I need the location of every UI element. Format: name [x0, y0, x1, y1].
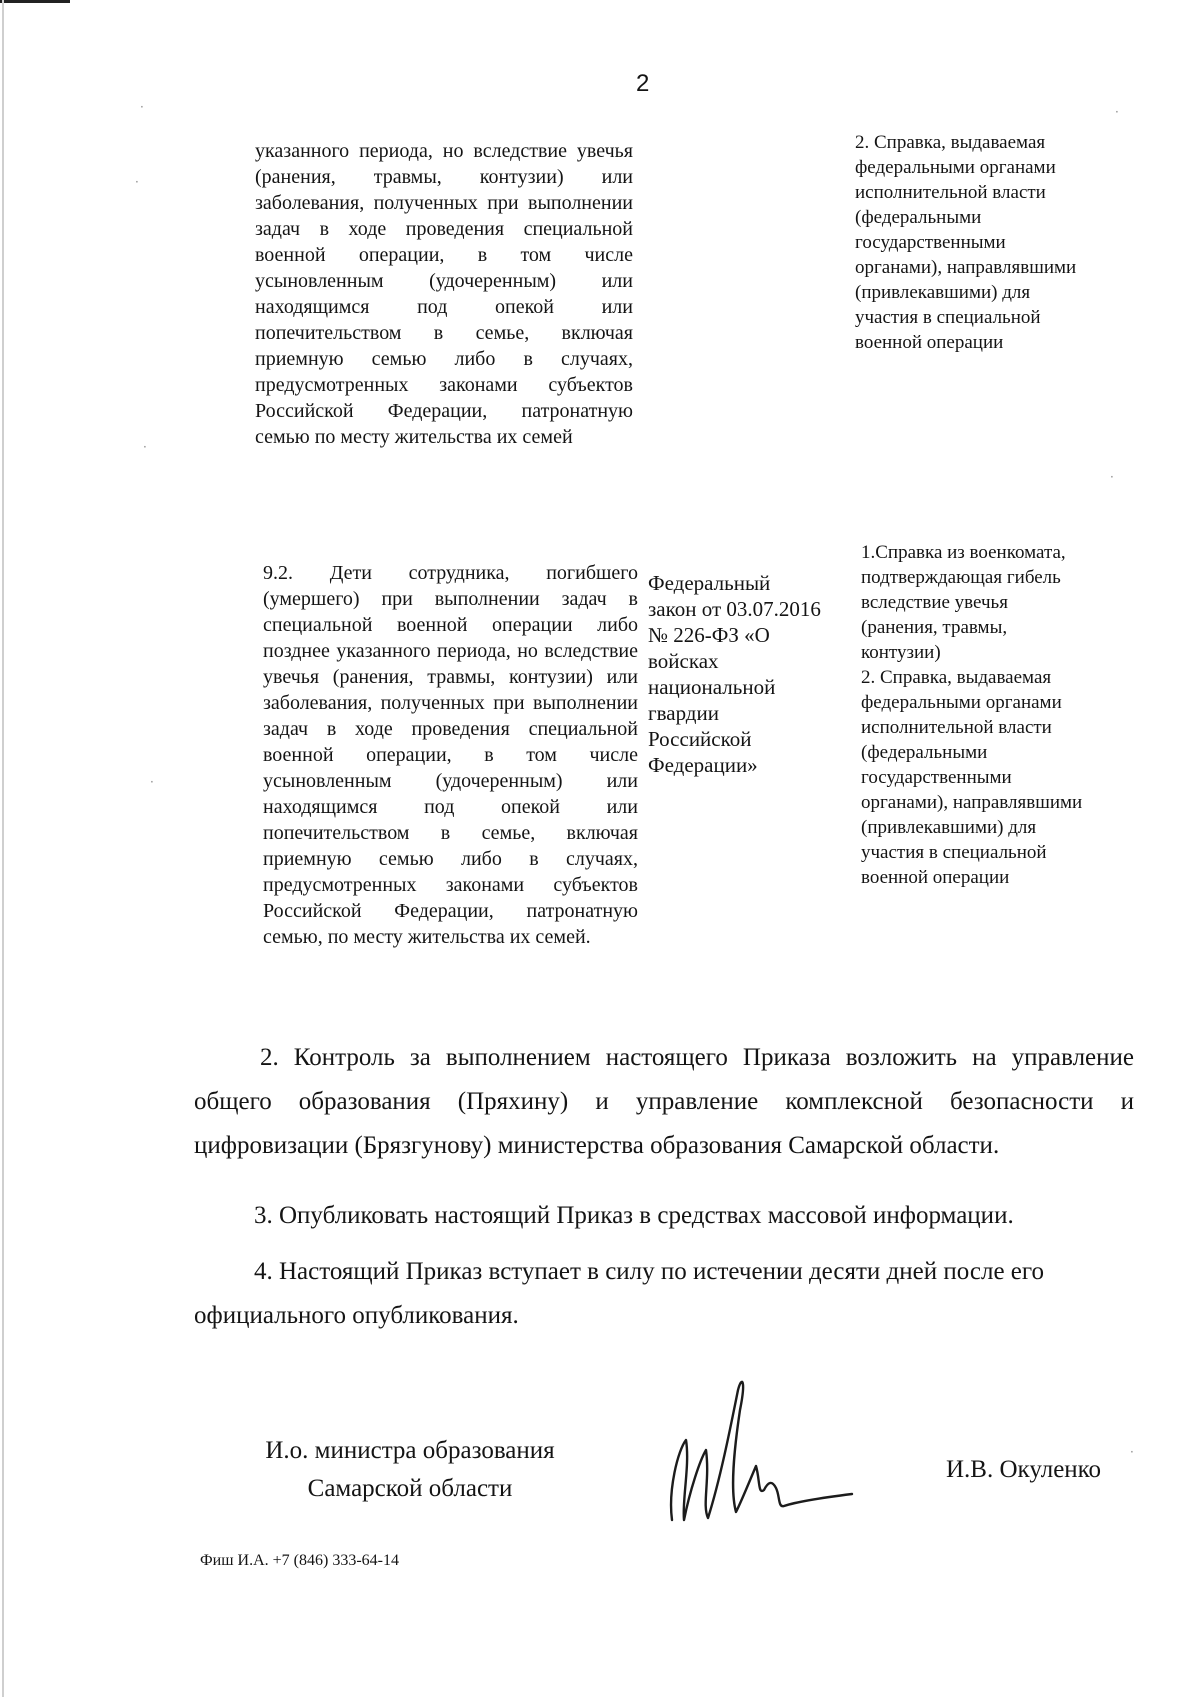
table-row2-legal-basis [648, 570, 853, 778]
paragraph-publish: 3. Опубликовать настоящий Приказ в средствах массовой информации. [254, 1202, 1014, 1229]
handwritten-signature [660, 1370, 860, 1530]
table-row1-description: указанного периода, но вследствие увечья (ранения, травмы, контузии) или заболевания, полученных при выполнении задач в ходе проведения специальной военной операции, в том числе усыновленным (удочеренным) или находящимся под опекой или попечительством в семье, включая приемную семью либо в случаях, предусмотренных законами субъектов Российской Федерации, патронатную семью по месту жительства их семей [255, 140, 633, 448]
page-number: 2 [636, 70, 650, 97]
legal-basis-line: Федерации» [648, 753, 758, 777]
signatory-name: И.В. Окуленко [946, 1456, 1102, 1483]
legal-basis-line: закон от 03.07.2016 [648, 597, 821, 621]
scan-speck: · [135, 175, 139, 189]
signatory-title-line1: И.о. министра образования [265, 1437, 555, 1464]
signatory-title-line2: Самарской области [307, 1475, 513, 1502]
scan-speck: · [1110, 470, 1114, 484]
scan-speck: · [140, 100, 144, 114]
legal-basis-line: войсках [648, 649, 719, 673]
legal-basis-line: национальной [648, 675, 776, 699]
legal-basis-line: Российской [648, 727, 752, 751]
signatory-title [220, 1432, 600, 1508]
legal-basis-line: № 226-ФЗ «О [648, 623, 770, 647]
table-row2-description: 9.2. Дети сотрудника, погибшего (умершего) при выполнении задач в специальной военной операции либо позднее указанного периода, но вследствие увечья (ранения, травмы, контузии) или заболевания, полученных при выполнении задач в ходе проведения специальной военной операции, в том числе усыновленным (удочеренным) или находящимся под опекой или попечительством в семье, включая приемную семью либо в случаях, предусмотренных законами субъектов Российской Федерации, патронатную семью, по месту жительства их семей. [263, 562, 638, 948]
table-row1-documents: 2. Справка, выдаваемая федеральными органами исполнительной власти (федеральными государственными органами), направлявшими (привлекавшими) для участия в специальной военной операции [855, 132, 1077, 353]
scan-speck: · [143, 440, 147, 454]
scan-edge-left [2, 0, 4, 1697]
paragraph-effective: 4. Настоящий Приказ вступает в силу по истечении десяти дней после его официального опубликования. [194, 1258, 1045, 1329]
paragraph-control: 2. Контроль за выполнением настоящего Приказа возложить на управление общего образования (Пряхину) и управление комплексной безопасности и цифровизации (Брязгунову) министерства образования Самарской области. [194, 1044, 1134, 1159]
table-row2-documents [861, 540, 1089, 890]
scan-edge-top [0, 0, 70, 3]
scan-speck: · [1130, 1445, 1134, 1459]
legal-basis-line: гвардии [648, 701, 719, 725]
document-item-1: 1.Справка из военкомата, подтверждающая гибель вследствие увечья (ранения, травмы, контузии) [861, 542, 1066, 663]
document-item-2: 2. Справка, выдаваемая федеральными органами исполнительной власти (федеральными государственными органами), направлявшими (привлекавшими) для участия в специальной военной операции [861, 667, 1083, 888]
contact-info: Фиш И.А. +7 (846) 333-64-14 [200, 1552, 399, 1569]
scan-speck: · [150, 775, 154, 789]
legal-basis-line: Федеральный [648, 571, 771, 595]
scan-speck: · [1115, 105, 1119, 119]
